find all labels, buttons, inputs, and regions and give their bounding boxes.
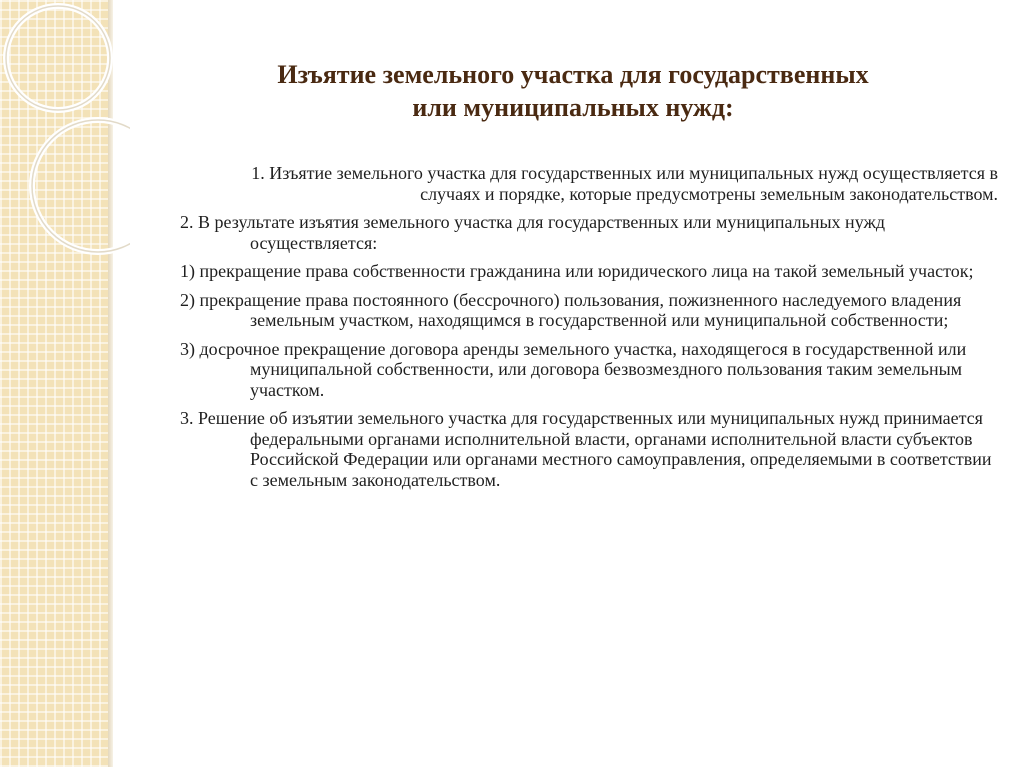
slide-title	[150, 58, 996, 124]
list-item-3: 3) досрочное прекращение договора аренды земельного участка, находящегося в государственной или муниципальной собственности, или договора безвозмездного пользования таким земельным участком.	[180, 338, 967, 400]
list-item-2: 2) прекращение права постоянного (бессрочного) пользования, пожизненного наследуемого владения земельным участком, находящимся в государственной или муниципальной собственности;	[180, 289, 962, 330]
slide-title-line-2: или муниципальных нужд:	[412, 93, 734, 122]
decorative-ring-bottom	[32, 120, 130, 252]
decorative-rings	[0, 0, 130, 260]
paragraph-item-1: 1. Изъятие земельного участка для государственных или муниципальных нужд осуществляется в случаях и порядке, которые предусмотрены земельным законодательством.	[251, 163, 998, 204]
slide-body	[180, 163, 998, 498]
paragraph-item-2: 2. В результате изъятия земельного участка для государственных или муниципальных нужд осуществляется:	[180, 212, 886, 253]
list-item-1: 1) прекращение права собственности гражданина или юридического лица на такой земельный участок;	[180, 261, 974, 281]
slide-title-line-1: Изъятие земельного участка для государственных	[277, 60, 869, 89]
decorative-ring-top-shade	[6, 6, 110, 110]
decorative-ring-bottom-shade	[32, 120, 130, 252]
paragraph-item-3: 3. Решение об изъятии земельного участка для государственных или муниципальных нужд принимается федеральными органами исполнительной власти, органами исполнительной власти субъектов Российской Федерации или органами местного самоуправления, определяемыми в соответствии с земельным законодательством.	[180, 408, 992, 490]
